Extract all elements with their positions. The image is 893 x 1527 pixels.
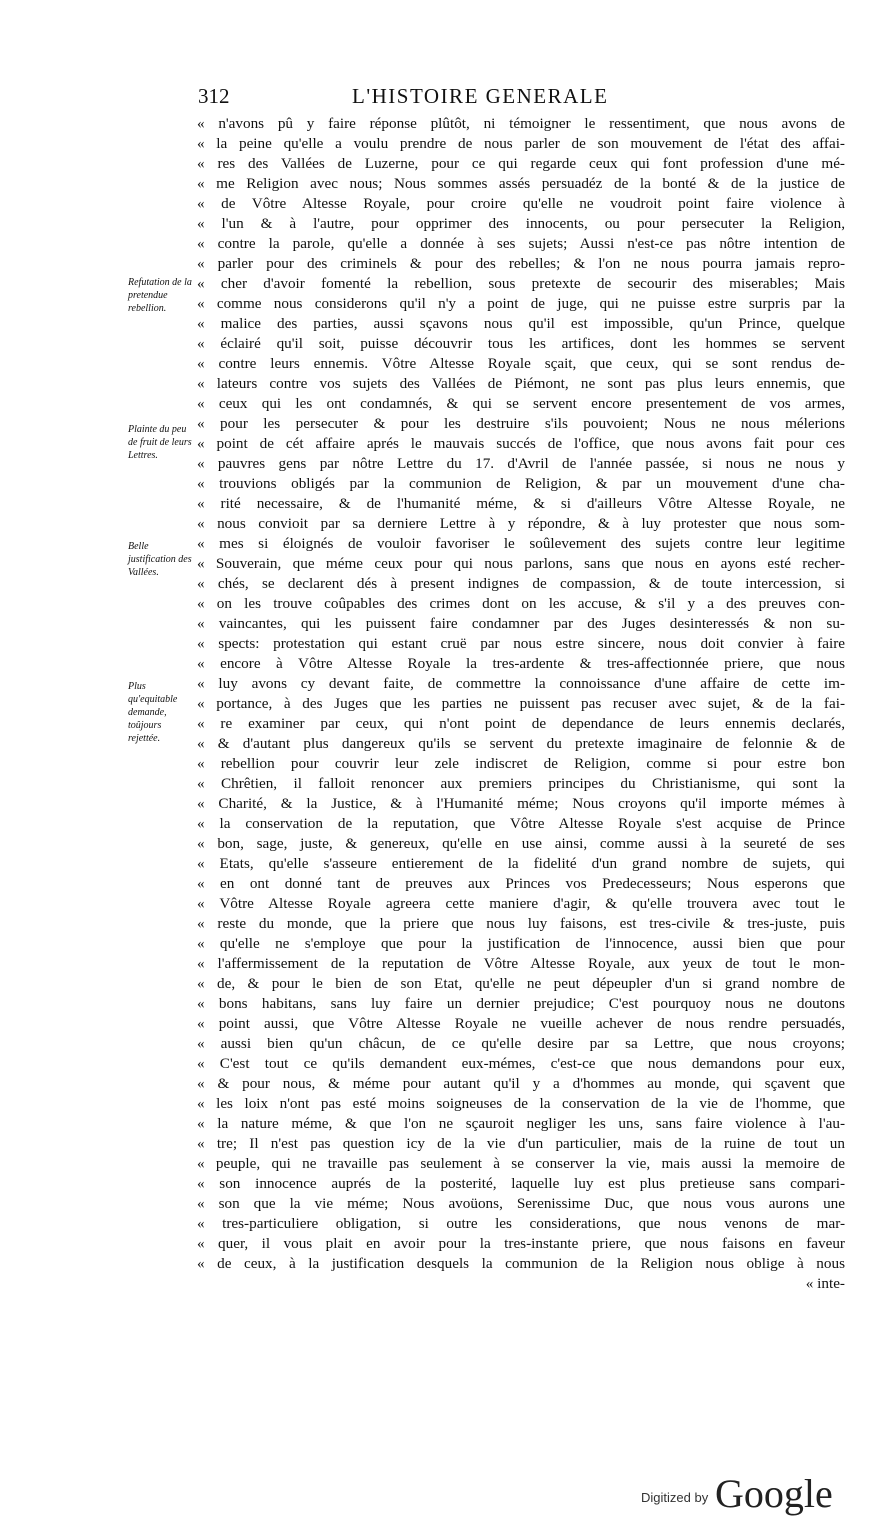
text-line: « la nature méme, & que l'on ne sçauroit negliger les uns, sans faire violence à l'au- — [197, 1115, 845, 1132]
text-line: « contre leurs ennemis. Vôtre Altesse Royale sçait, que ceux, qui se sont rendus de- — [197, 355, 845, 372]
text-line: « bon, sage, juste, & genereux, qu'elle en use ainsi, comme aussi à la seureté de ses — [197, 835, 845, 852]
text-line: « chés, se declarent dés à present indignes de compassion, & de toute intercession, si — [197, 575, 845, 592]
text-line: « son que la vie méme; Nous avoüons, Serenissime Duc, que nous vous aurons une — [197, 1195, 845, 1212]
margin-note: Plainte du peu de fruit de leurs Lettres. — [128, 424, 192, 461]
digitized-label: Digitized by — [641, 1490, 709, 1505]
text-line: « bons habitans, sans luy faire un dernier prejudice; C'est pourquoy nous ne doutons — [197, 995, 845, 1012]
text-line: « mes si éloignés de vouloir favoriser le soûlevement des sujets contre leur legitime — [197, 535, 845, 552]
text-line: « Chrêtien, il falloit renoncer aux premiers principes du Christianisme, qui sont la — [197, 775, 845, 792]
text-line: « pauvres gens par nôtre Lettre du 17. d'Avril de l'année passée, si nous ne nous y — [197, 455, 845, 472]
text-line: « lateurs contre vos sujets des Vallées de Piémont, ne sont pas plus leurs ennemis, que — [197, 375, 845, 392]
page-header — [198, 84, 698, 114]
text-line: « Charité, & la Justice, & à l'Humanité méme; Nous croyons qu'il importe mémes à — [197, 795, 845, 812]
text-line: « C'est tout ce qu'ils demandent eux-mémes, c'est-ce que nous demandons pour eux, — [197, 1055, 845, 1072]
text-line: « quer, il vous plait en avoir pour la tres-instante priere, que nous faisons en faveur — [197, 1235, 845, 1252]
text-line: « re examiner par ceux, qui n'ont point de dependance de leurs ennemis declarés, — [197, 715, 845, 732]
text-line: « l'affermissement de la reputation de Vôtre Altesse Royale, aux yeux de tout le mon- — [197, 955, 845, 972]
text-line: « rité necessaire, & de l'humanité méme, & si d'ailleurs Vôtre Altesse Royale, ne — [197, 495, 845, 512]
text-line: « pour les persecuter & pour les destruire s'ils pouvoient; Nous ne nous mélerions — [197, 415, 845, 432]
text-line: « la conservation de la reputation, que Vôtre Altesse Royale s'est acquise de Prince — [197, 815, 845, 832]
text-line: « on les trouve coûpables des crimes dont on les accuse, & s'il y a des preuves con- — [197, 595, 845, 612]
text-line: « son innocence auprés de la posterité, laquelle luy est plus pretieuse sans compari- — [197, 1175, 845, 1192]
text-line: « parler pour des criminels & pour des rebelles; & l'on ne nous pourra jamais repro- — [197, 255, 845, 272]
text-line: « & pour nous, & méme pour autant qu'il y a d'hommes au monde, qui sçavent que — [197, 1075, 845, 1092]
text-line: « malice des parties, aussi sçavons nous qu'il est impossible, qu'un Prince, quelque — [197, 315, 845, 332]
text-line: « l'un & à l'autre, pour opprimer des innocents, ou pour persecuter la Religion, — [197, 215, 845, 232]
text-line: « de, & pour le bien de son Etat, qu'elle ne peut dépeupler d'un si grand nombre de — [197, 975, 845, 992]
text-line: « point aussi, que Vôtre Altesse Royale ne vueille achever de nous rendre persuadés, — [197, 1015, 845, 1032]
text-line: « de ceux, à la justification desquels la communion de la Religion nous oblige à nous — [197, 1255, 845, 1272]
text-line: « tres-particuliere obligation, si outre les considerations, que nous venons de mar- — [197, 1215, 845, 1232]
google-logo: Google — [715, 1471, 833, 1516]
text-line: « Etats, qu'elle s'asseure entierement de la fidelité d'un grand nombre de sujets, qui — [197, 855, 845, 872]
text-line: « portance, à des Juges que les parties ne puissent pas recuser avec sujet, & de la fai- — [197, 695, 845, 712]
text-line: « en ont donné tant de preuves aux Princes vos Predecesseurs; Nous esperons que — [197, 875, 845, 892]
text-line: « de Vôtre Altesse Royale, pour croire qu'elle ne voudroit point faire violence à — [197, 195, 845, 212]
text-line: « la peine qu'elle a voulu prendre de nous parler de son mouvement de l'état des affai- — [197, 135, 845, 152]
text-line: « & d'autant plus dangereux qu'ils se servent du pretexte imaginaire de felonnie & de — [197, 735, 845, 752]
text-line: « peuple, qui ne travaille pas seulement à se conserver la vie, mais aussi la memoire de — [197, 1155, 845, 1172]
margin-note: Refutation de la pretendue rebellion. — [128, 277, 192, 314]
text-line: « n'avons pû y faire réponse plûtôt, ni témoigner le ressentiment, que nous avons de — [197, 115, 845, 132]
text-line: « me Religion avec nous; Nous sommes assés persuadéz de la bonté & de la justice de — [197, 175, 845, 192]
text-line: « rebellion pour couvrir leur zele indiscret de Religion, comme si pour estre bon — [197, 755, 845, 772]
margin-note: Plus qu'equitable demande, toûjours rejettée. — [128, 681, 178, 744]
text-line: « point de cét affaire aprés le mauvais succés de l'office, que nous avons fait pour ces — [197, 435, 845, 452]
text-line: « cher d'avoir fomenté la rebellion, sous pretexte de secourir des miserables; Mais — [197, 275, 845, 292]
text-line: « éclairé qu'il soit, puisse découvrir tous les artifices, dont les hommes se servent — [197, 335, 845, 352]
text-line: « vaincantes, qui les puissent faire condamner par des Juges desinteressés & non su- — [197, 615, 845, 632]
text-line: « contre la parole, qu'elle a donnée à ses sujets; Aussi n'est-ce pas nôtre intention de — [197, 235, 845, 252]
text-line: « nous convioit par sa derniere Lettre à y répondre, & à luy protester que nous som- — [197, 515, 845, 532]
text-line: « Souverain, que méme ceux pour qui nous parlons, sans que nous en ayons esté recher- — [197, 555, 845, 572]
text-line: « reste du monde, que la priere que nous luy faisons, est tres-civile & tres-juste, puis — [197, 915, 845, 932]
running-title: L'HISTOIRE GENERALE — [352, 84, 609, 108]
text-line: « qu'elle ne s'employe que pour la justification de l'innocence, aussi bien que pour — [197, 935, 845, 952]
text-line: « les loix n'ont pas esté moins soigneuses de la conservation de la vie de l'homme, que — [197, 1095, 845, 1112]
page-number: 312 — [198, 84, 230, 108]
text-line: « comme nous considerons qu'il n'y a point de juge, qui ne puisse estre surpris par la — [197, 295, 845, 312]
text-line: « res des Vallées de Luzerne, pour ce qui regarde ceux qui font profession d'une mé- — [197, 155, 845, 172]
text-line: « inte- — [805, 1275, 845, 1292]
margin-note: Belle justification des Vallées. — [128, 541, 192, 578]
text-line: « luy avons cy devant faite, de commettre la connoissance d'une affaire de cette im- — [197, 675, 845, 692]
text-line: « ceux qui les ont condamnés, & qui se servent encore presentement de vos armes, — [197, 395, 845, 412]
text-line: « encore à Vôtre Altesse Royale la tres-ardente & tres-affectionnée priere, que nous — [197, 655, 845, 672]
text-line: « Vôtre Altesse Royale agreera cette maniere d'agir, & qu'elle trouvera avec tout le — [197, 895, 845, 912]
digitized-by-google — [629, 1470, 869, 1518]
text-line: « trouvions obligés par la communion de Religion, & par un mouvement d'une cha- — [197, 475, 845, 492]
text-line: « tre; Il n'est pas question icy de la vie d'un particulier, mais de la ruine de tout un — [197, 1135, 845, 1152]
text-line: « spects: protestation qui estant cruë par nous estre sincere, nous doit convier à faire — [197, 635, 845, 652]
text-line: « aussi bien qu'un châcun, de ce qu'elle desire par sa Lettre, que nous croyons; — [197, 1035, 845, 1052]
